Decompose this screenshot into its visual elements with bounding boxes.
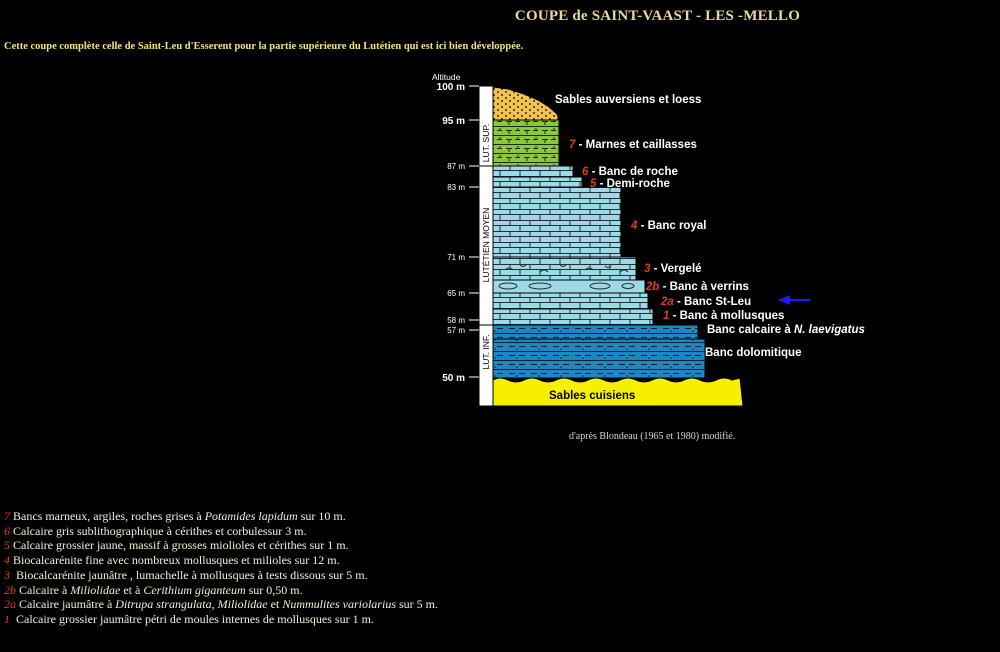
layer-sables-auversiens xyxy=(493,87,559,120)
axis-ticks xyxy=(437,82,479,384)
arrow-icon xyxy=(778,295,810,305)
intro-text: Cette coupe complète celle de Saint-Leu d'Esserent pour la partie supérieure du Lutétien qui est ici bien développée. xyxy=(4,41,524,52)
axis-tick-label: 65 m xyxy=(447,289,465,298)
layer-label xyxy=(582,166,678,178)
legend-number: 7 xyxy=(4,509,10,523)
axis-tick-label: 100 m xyxy=(436,82,465,93)
layer-name: Sables cuisiens xyxy=(549,390,636,402)
layer-4-banc-royal xyxy=(493,187,621,257)
layer-number: 5 xyxy=(590,178,597,190)
legend-number: 2b xyxy=(4,582,16,597)
legend-text: sur 10 m. xyxy=(297,509,346,523)
legend-text: sur 5 m. xyxy=(395,597,438,612)
layer-number: 6 xyxy=(582,166,589,178)
layer-name: Banc calcaire à xyxy=(707,324,794,336)
layer-2a-banc-st-leu xyxy=(493,293,648,309)
layer-3-vergele xyxy=(493,257,636,280)
legend-text: Calcaire gris sublithographique à cérithes et corbulessur 3 m. xyxy=(13,523,307,538)
legend-number: 6 xyxy=(4,523,10,538)
layer-name: - Banc de roche xyxy=(588,166,678,178)
layer-label xyxy=(705,347,801,359)
legend-list xyxy=(4,509,438,627)
layer-label xyxy=(590,178,670,190)
page-title: COUPE de SAINT-VAAST - LES -MELLO xyxy=(514,8,801,24)
layer-number: 7 xyxy=(569,139,576,151)
layer-name: - Banc St-Leu xyxy=(673,296,752,308)
layer-label xyxy=(644,263,702,275)
stage-label: LUTÉTIEN MOYEN xyxy=(481,207,491,283)
legend-item xyxy=(4,509,438,524)
axis-tick-label: 50 m xyxy=(442,373,465,384)
legend-item xyxy=(4,538,438,553)
legend-number: 2a xyxy=(4,597,16,612)
legend-item xyxy=(4,597,438,612)
legend-text: , xyxy=(211,597,218,612)
layer-number: 2b xyxy=(646,281,660,293)
layer-label xyxy=(660,296,751,308)
legend-number: 3 xyxy=(4,567,10,582)
layer-name: - Vergelé xyxy=(650,263,702,275)
axis-tick-label: 71 m xyxy=(447,253,465,262)
layer-name: Sables auversiens et loess xyxy=(555,94,702,106)
legend-text: Bancs marneux, argiles, roches grises à xyxy=(13,509,205,523)
layer-label xyxy=(555,94,701,106)
layer-label xyxy=(645,281,749,293)
legend-item xyxy=(4,553,438,568)
legend-text: Calcaire grossier jaumâtre pétri de moules internes de mollusques sur 1 m. xyxy=(13,611,374,626)
layer-number: 4 xyxy=(631,220,638,232)
legend-text: Nummulites variolarius xyxy=(282,597,396,612)
layer-name: - Banc à verrins xyxy=(659,281,749,293)
layer-name: - Banc royal xyxy=(637,220,707,232)
legend-number: 4 xyxy=(4,553,10,568)
legend-text: et xyxy=(267,597,283,612)
legend-text: Biocalcarénite fine avec nombreux mollusques et milioles sur 12 m. xyxy=(13,553,340,568)
legend-text: Miliolidae xyxy=(70,582,121,597)
layer-label xyxy=(707,324,865,336)
layer-banc-calcaire xyxy=(493,325,698,339)
axis-tick-label: 87 m xyxy=(447,162,465,171)
legend-text: sur 0,50 m. xyxy=(245,582,303,597)
layer-5-demi-roche xyxy=(493,177,582,187)
layer-banc-dolomitique xyxy=(493,339,705,378)
layer-number: 3 xyxy=(644,263,651,275)
layer-6-banc-de-roche xyxy=(493,166,573,177)
axis-tick-label: 57 m xyxy=(447,326,465,335)
layer-name: - Marnes et caillasses xyxy=(575,139,697,151)
stage-label: LUT. INF. xyxy=(481,334,491,370)
axis-tick-label: 83 m xyxy=(447,183,465,192)
layer-name: - Demi-roche xyxy=(596,178,670,190)
axis-tick-label: 95 m xyxy=(442,116,465,127)
layer-name: - Banc à mollusques xyxy=(669,310,785,322)
legend-text: Cerithium giganteum xyxy=(143,582,246,597)
layer-1-banc-a-mollusques xyxy=(493,309,653,325)
layer-label xyxy=(630,220,706,232)
layer-number: 1 xyxy=(663,310,670,322)
legend-item xyxy=(4,612,438,627)
axis-tick-label: 58 m xyxy=(447,316,465,325)
legend-item xyxy=(4,568,438,583)
legend-number: 5 xyxy=(4,538,10,553)
legend-text: Miliolidae xyxy=(217,597,268,612)
layer-name-italic: N. laevigatus xyxy=(793,324,865,336)
layer-name: Banc dolomitique xyxy=(705,347,802,359)
legend-text: Calcaire à xyxy=(19,582,71,597)
stage-label: LUT. SUP. xyxy=(481,123,491,163)
layer-label xyxy=(549,390,635,402)
legend-text: Potamides lapidum xyxy=(204,509,298,523)
axis-label: Altitude xyxy=(432,72,461,82)
legend-text: Calcaire jaumâtre à xyxy=(19,597,116,612)
legend-item xyxy=(4,583,438,598)
layer-label xyxy=(663,310,784,322)
legend-text: Ditrupa strangulata xyxy=(115,597,212,612)
legend-number: 1 xyxy=(4,611,10,626)
layer-number: 2a xyxy=(661,296,674,308)
legend-text: et à xyxy=(120,582,144,597)
legend-text: Calcaire grossier jaune, massif à grosses miolioles et cérithes sur 1 m. xyxy=(13,538,349,553)
legend-item xyxy=(4,524,438,539)
layer-label xyxy=(569,139,697,151)
source-note: d'après Blondeau (1965 et 1980) modifié. xyxy=(569,431,736,442)
legend-text: Biocalcarénite jaunâtre , lumachelle à mollusques à tests dissous sur 5 m. xyxy=(13,567,368,582)
layer-7-marnes xyxy=(493,120,559,166)
